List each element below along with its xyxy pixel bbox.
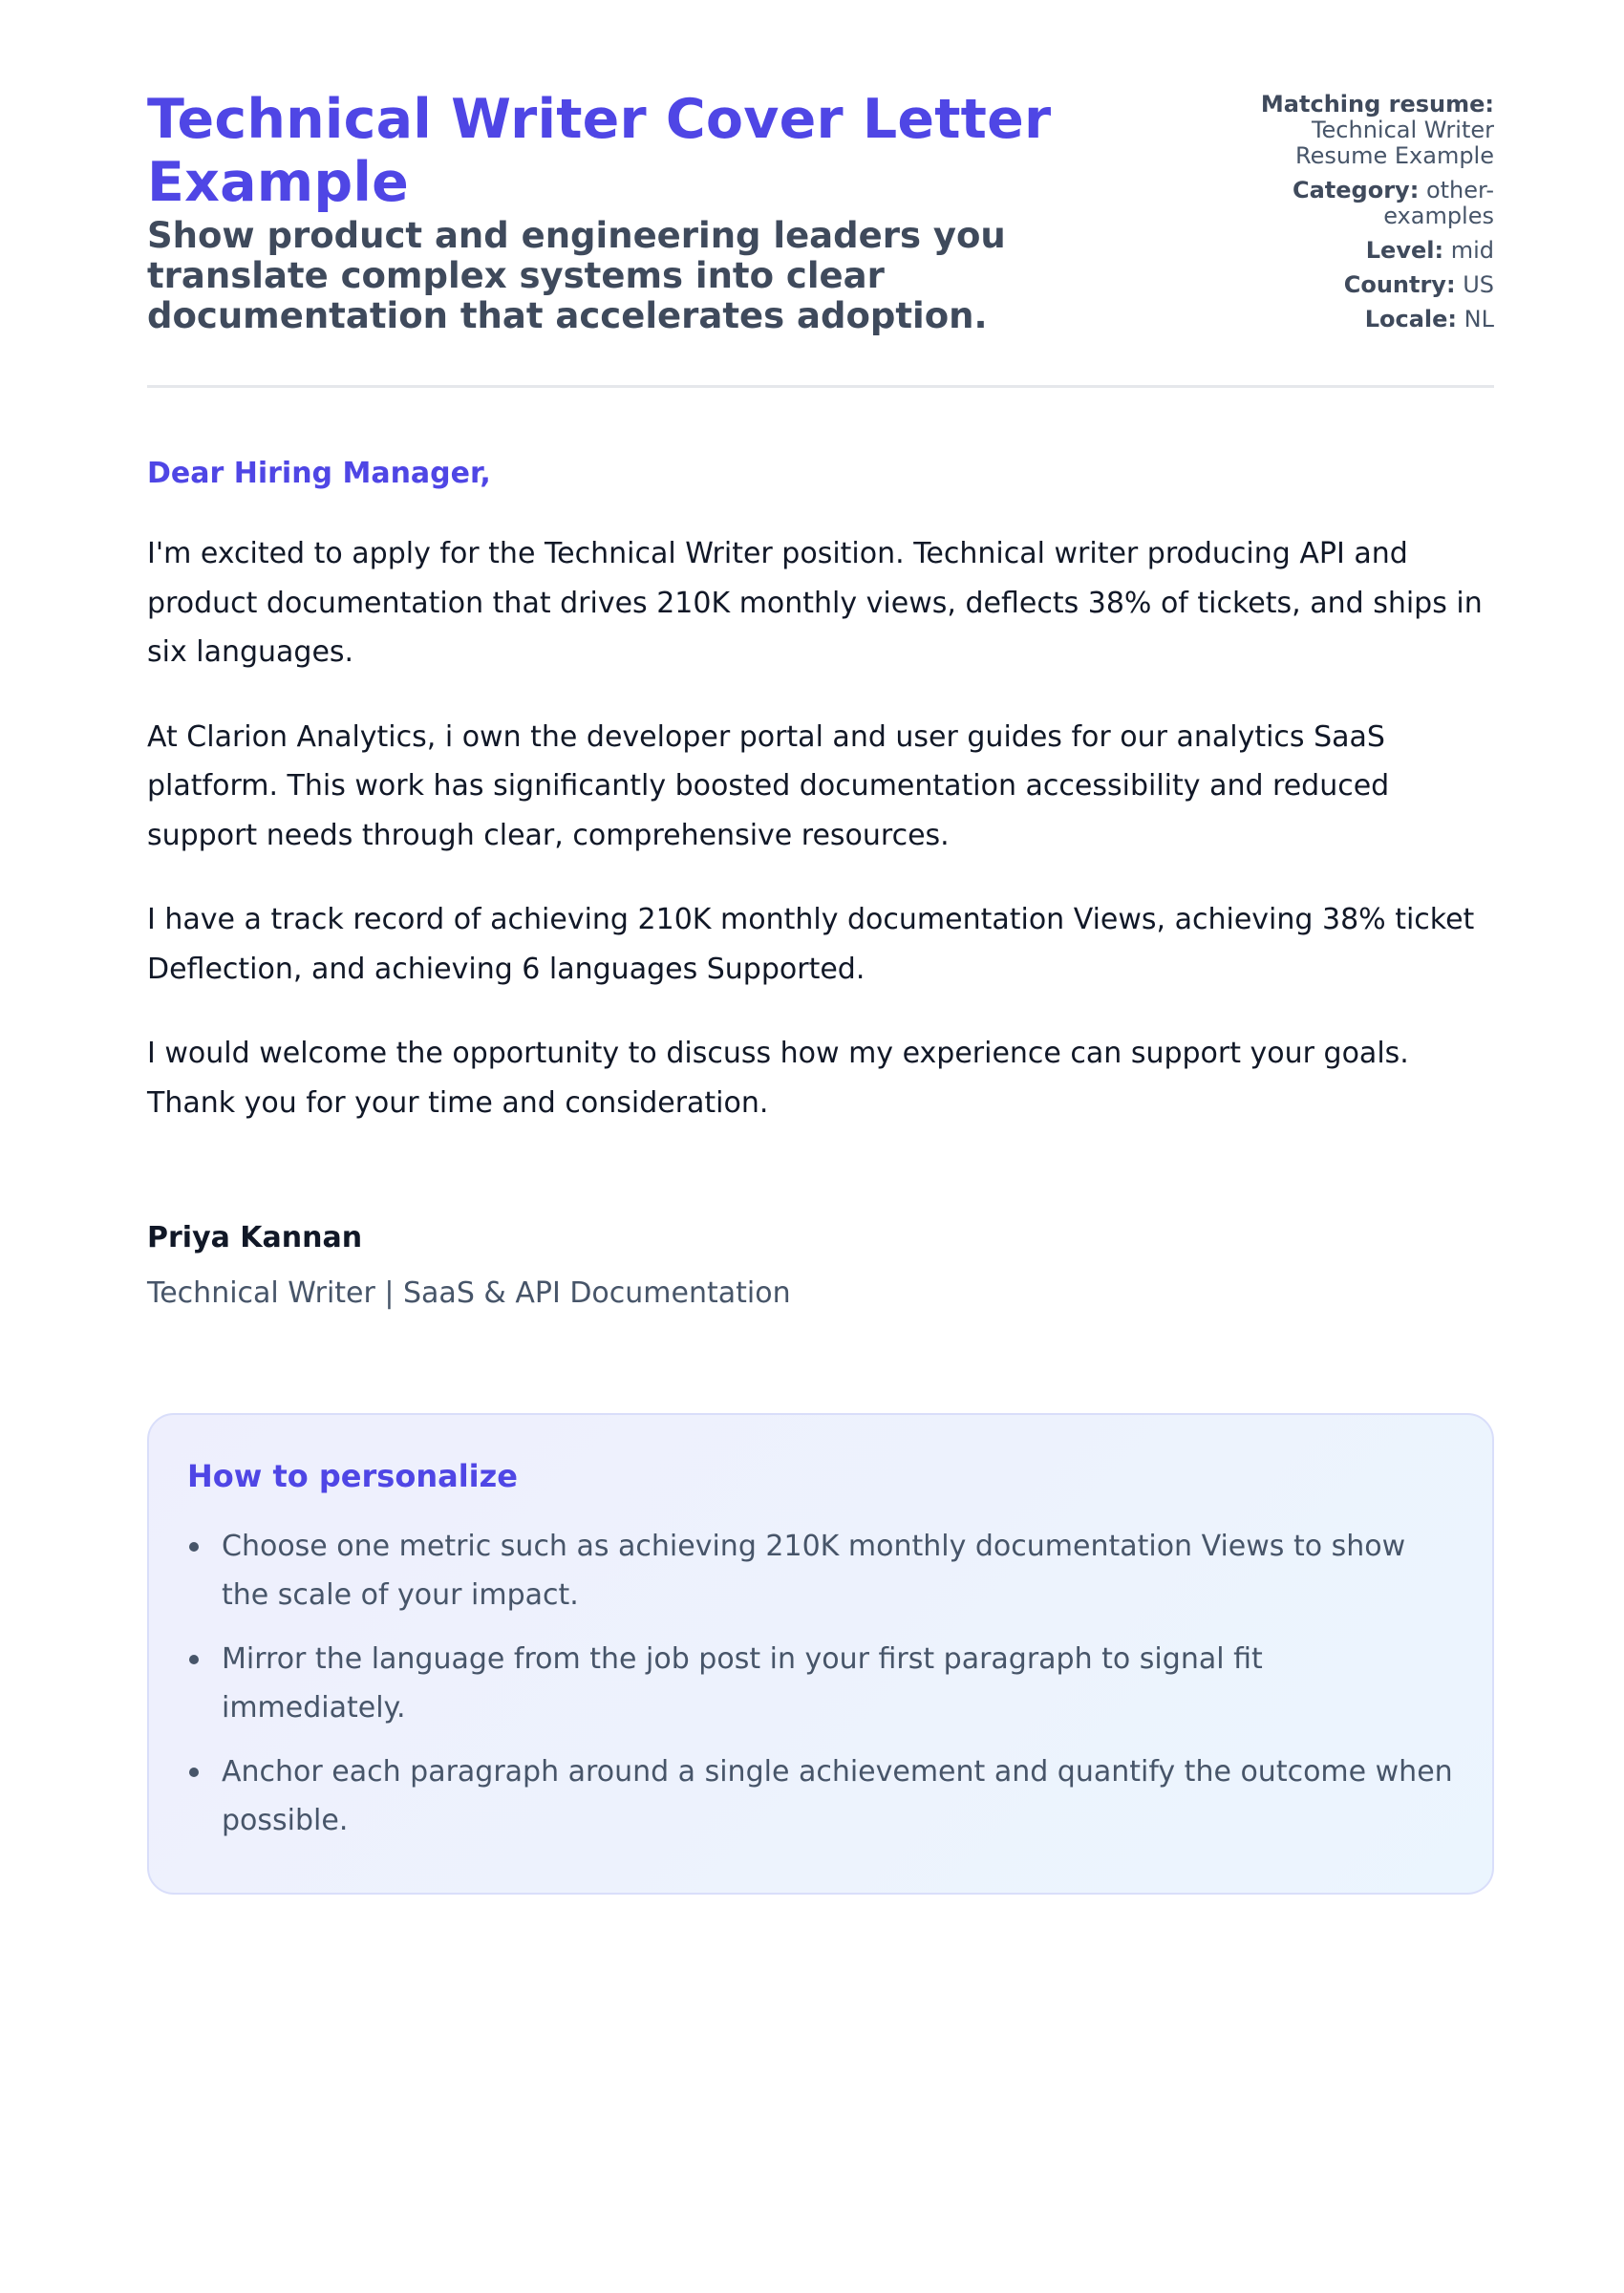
letter-paragraph-achievements: I have a track record of achieving 210K monthly documentation Views, achieving 38% ticket Deflection, and achieving 6 languages Supported. [147,903,1475,986]
tips-item-text: Choose one metric such as achieving 210K monthly documentation Views to show the scale of your impact. [222,1530,1406,1612]
meta-locale [1246,307,1494,332]
header-titles [147,88,1102,336]
meta-matching-resume [1246,92,1494,169]
meta-level-value: mid [1450,237,1494,264]
signature-block [147,1219,1494,1313]
meta-country [1246,272,1494,298]
tips-list-item [187,1635,1454,1732]
meta-panel [1246,92,1494,341]
letter-body [147,455,1494,1313]
tips-item-text: Anchor each paragraph around a single achievement and quantify the outcome when possible. [222,1755,1453,1837]
tips-list-item [187,1747,1454,1845]
meta-country-label: Country: [1343,271,1456,298]
tips-list [187,1522,1454,1845]
meta-locale-value: NL [1464,306,1494,332]
page-title: Technical Writer Cover Letter Example [147,88,1052,214]
letter-greeting: Dear Hiring Manager, [147,457,491,490]
meta-matching-resume-label: Matching resume: [1260,91,1494,118]
bullet-icon [189,1768,199,1777]
letter-paragraph-closing: I would welcome the opportunity to discuss how my experience can support your goals. Thank you for your time and consideration. [147,1037,1409,1120]
letter-paragraph-intro: I'm excited to apply for the Technical Writer position. Technical writer producing API and product documentation that drives 210K monthly views, deflects 38% of tickets, and ships in six languages. [147,537,1483,669]
meta-category-label: Category: [1292,177,1420,204]
letter-paragraph-experience: At Clarion Analytics, i own the developer portal and user guides for our analytics SaaS platform. This work has significantly boosted documentation accessibility and reduced support needs through clear, comprehensive resources. [147,719,1390,852]
meta-locale-label: Locale: [1364,306,1458,332]
tips-list-item [187,1522,1454,1619]
meta-category [1246,178,1494,229]
meta-category-value: other-examples [1383,177,1494,229]
meta-level-label: Level: [1365,237,1444,264]
meta-level [1246,238,1494,264]
cover-letter-page [147,88,1494,1895]
page-subtitle: Show product and engineering leaders you translate complex systems into clear documentation that accelerates adoption. [147,215,1006,336]
bullet-icon [189,1655,199,1664]
meta-matching-resume-value: Technical Writer Resume Example [1295,117,1494,169]
signature-title: Technical Writer | SaaS & API Documentation [147,1276,791,1310]
personalize-tips-box [147,1413,1494,1895]
meta-country-value: US [1463,271,1494,298]
signature-name: Priya Kannan [147,1221,363,1254]
tips-heading: How to personalize [187,1458,518,1494]
page-header [147,88,1494,388]
bullet-icon [189,1542,199,1552]
tips-item-text: Mirror the language from the job post in your first paragraph to signal fit immediately. [222,1642,1263,1725]
